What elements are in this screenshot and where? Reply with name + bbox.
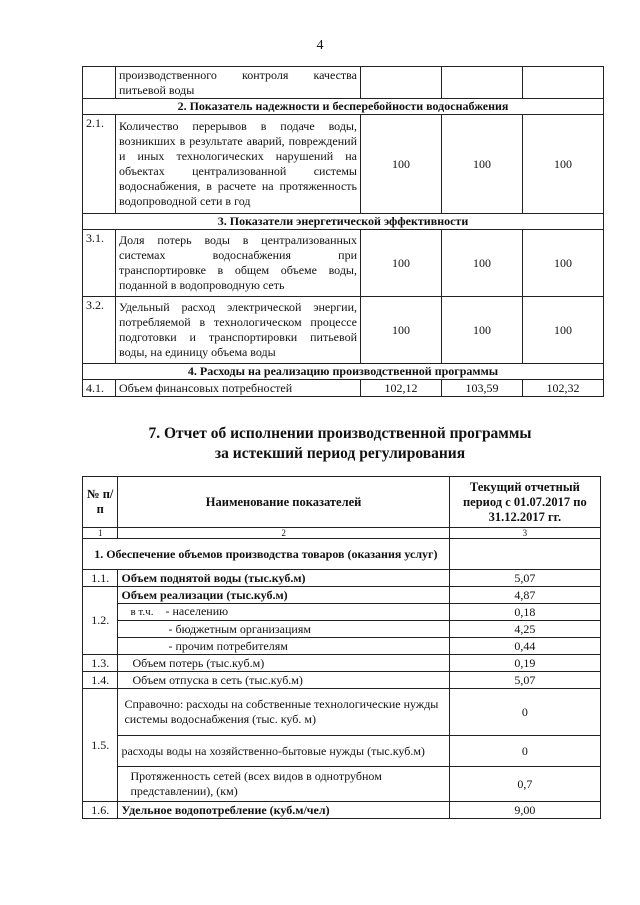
section-heading: 4. Расходы на реализацию производственной программы <box>83 364 604 380</box>
page-number: 4 <box>316 38 324 53</box>
value-cell: 102,12 <box>361 380 442 397</box>
value-cell: 100 <box>523 230 604 297</box>
table-row <box>83 380 604 397</box>
table-row: 1.6. Удельное водопотребление (куб.м/чел) 9,00 <box>83 802 601 819</box>
row-name: Доля потерь воды в централизованных системах водоснабжения при транспортировке в общем объеме воды, поданной в водопроводную сеть <box>116 230 361 297</box>
section-row <box>83 539 601 570</box>
section-heading: 3. Показатели энергетической эффективности <box>83 214 604 230</box>
table-row: расходы воды на хозяйственно-бытовые нужды (тыс.куб.м) 0 <box>83 736 601 767</box>
row-name: производственного контроля качества питьевой воды <box>116 67 361 99</box>
section-heading: 1. Обеспечение объемов производства товаров (оказания услуг) <box>83 539 450 570</box>
row-name: Удельный расход электрической энергии, потребляемой в технологическом процессе подготовки и транспортировки питьевой воды, на единицу объема воды <box>116 297 361 364</box>
value-cell: 100 <box>523 297 604 364</box>
header-value: Текущий отчетный период с 01.07.2017 по 31.12.2017 гг. <box>449 477 600 528</box>
section-title-line1: 7. Отчет об исполнении производственной программы <box>148 425 532 442</box>
indicators-table <box>82 66 604 397</box>
value-cell: 100 <box>361 297 442 364</box>
table-row: 1.4. Объем отпуска в сеть (тыс.куб.м) 5,07 <box>83 672 601 689</box>
table-row: - прочим потребителям 0,44 <box>83 638 601 655</box>
header-name: Наименование показателей <box>118 477 449 528</box>
row-name: Количество перерывов в подаче воды, возникших в результате аварий, повреждений и иных технологических нарушений на объектах централизованной системы водоснабжения, в расчете на протяженность водопроводной сети в год <box>116 115 361 214</box>
header-num: № п/п <box>83 477 118 528</box>
row-number: 3.1. <box>83 230 116 297</box>
table-row: 1.3. Объем потерь (тыс.куб.м) 0,19 <box>83 655 601 672</box>
value-cell: 100 <box>523 115 604 214</box>
header-row <box>83 477 601 528</box>
row-number: 2.1. <box>83 115 116 214</box>
row-number: 3.2. <box>83 297 116 364</box>
table-row: 1.5. Справочно: расходы на собственные технологические нужды системы водоснабжения (тыс. куб. м) 0 <box>83 689 601 736</box>
table-row: 1.2. Объем реализации (тыс.куб.м) 4,87 <box>83 587 601 604</box>
table-row <box>83 67 604 99</box>
table-row: - бюджетным организациям 4,25 <box>83 621 601 638</box>
value-cell: 103,59 <box>442 380 523 397</box>
row-name: Объем финансовых потребностей <box>116 380 361 397</box>
table-row: в т.ч. - населению 0,18 <box>83 604 601 621</box>
section-title-line2: за истекший период регулирования <box>214 445 466 462</box>
table-row <box>83 297 604 364</box>
table-row: Протяженность сетей (всех видов в однотрубном представлении), (км) 0,7 <box>83 767 601 802</box>
table-row: 1.1. Объем поднятой воды (тыс.куб.м) 5,07 <box>83 570 601 587</box>
table-row <box>83 230 604 297</box>
value-cell: 100 <box>442 115 523 214</box>
table-row <box>83 115 604 214</box>
row-number: 4.1. <box>83 380 116 397</box>
section-heading: 2. Показатель надежности и бесперебойности водоснабжения <box>83 99 604 115</box>
value-cell: 100 <box>442 230 523 297</box>
report-table <box>82 476 601 819</box>
value-cell: 102,32 <box>523 380 604 397</box>
value-cell: 100 <box>361 115 442 214</box>
index-row: 1 2 3 <box>83 528 601 539</box>
value-cell: 100 <box>442 297 523 364</box>
value-cell: 100 <box>361 230 442 297</box>
